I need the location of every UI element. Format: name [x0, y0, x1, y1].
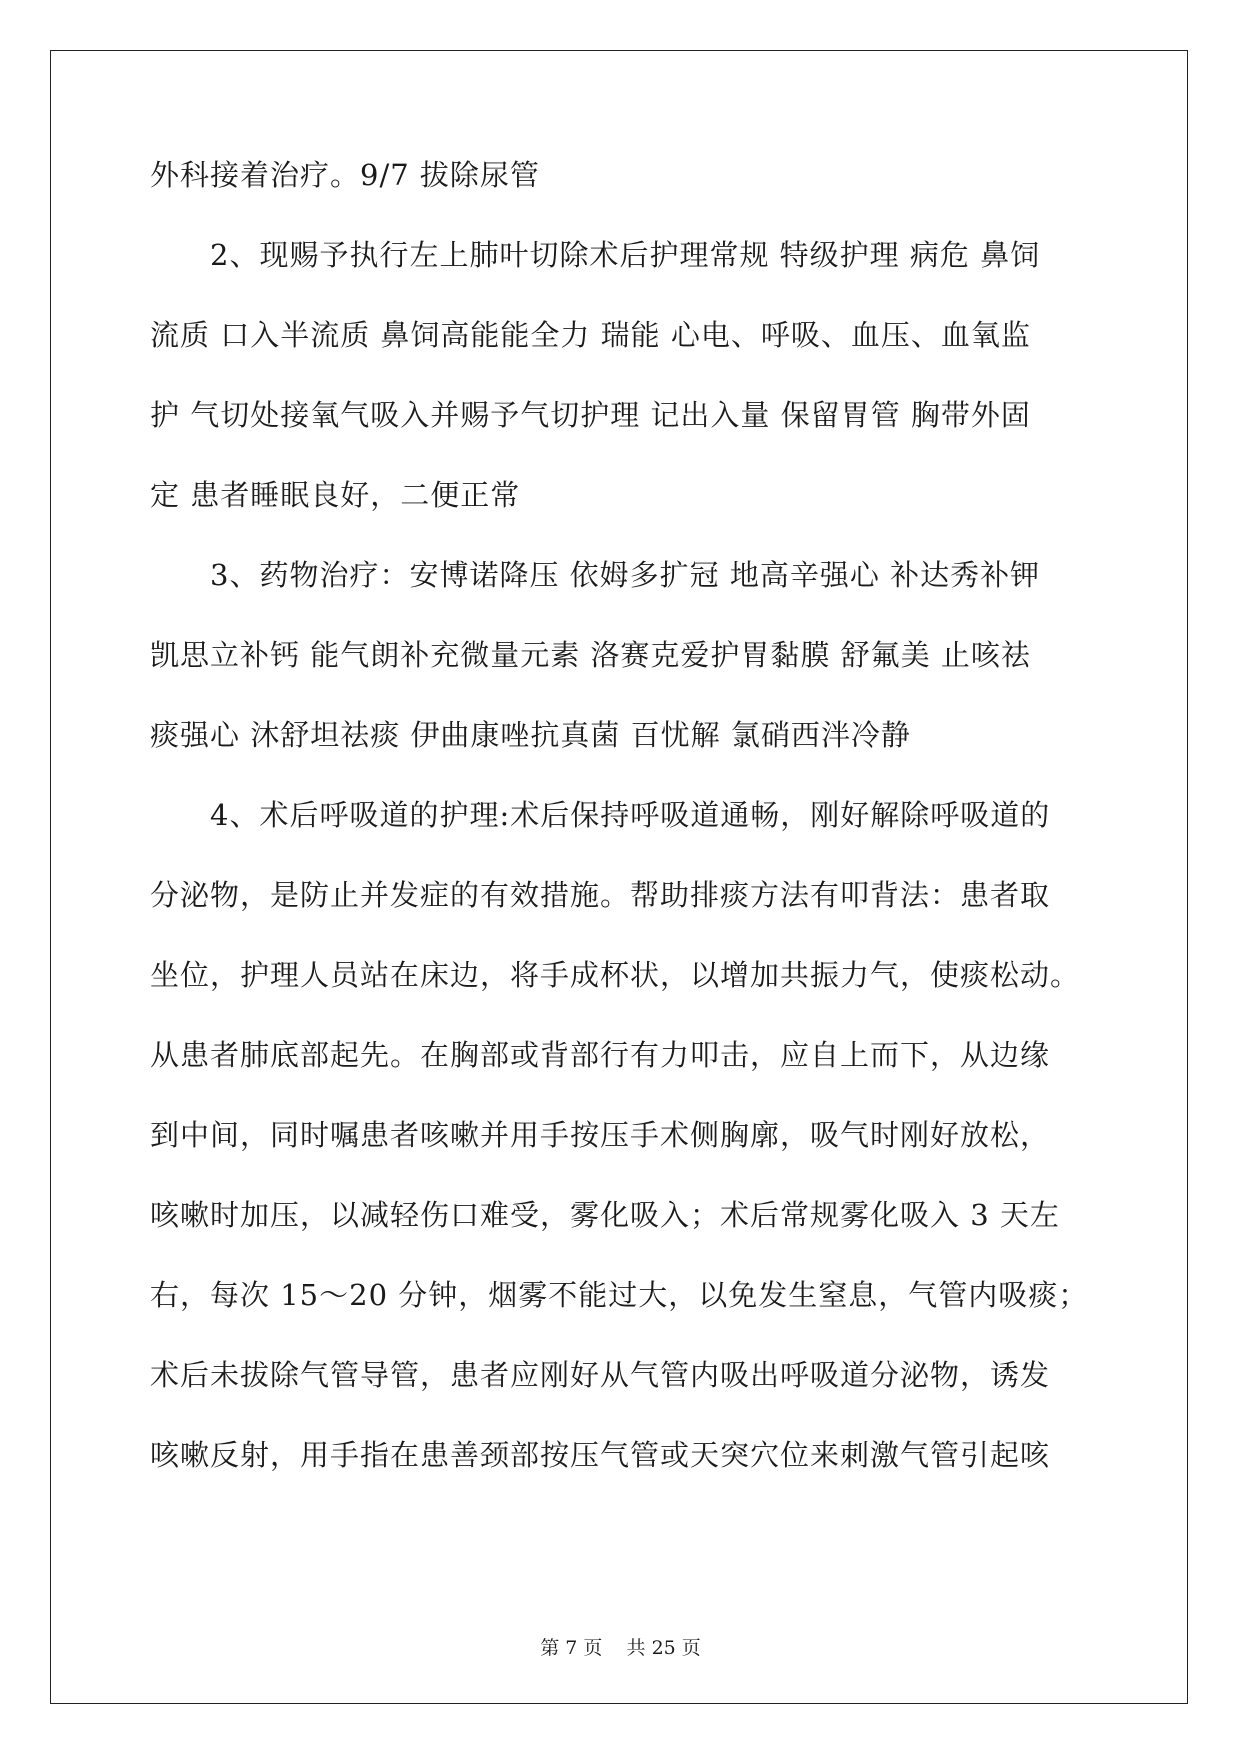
text-line: 咳嗽时加压，以减轻伤口难受，雾化吸入；术后常规雾化吸入 3 天左: [150, 1198, 1060, 1232]
text-line: 痰强心 沐舒坦祛痰 伊曲康唑抗真菌 百忧解 氯硝西泮冷静: [150, 718, 911, 752]
text-line: 到中间，同时嘱患者咳嗽并用手按压手术侧胸廓，吸气时刚好放松，: [150, 1118, 1051, 1152]
page-number-current: 第 7 页: [540, 1637, 603, 1659]
text-line: 分泌物，是防止并发症的有效措施。帮助排痰方法有叩背法：患者取: [150, 878, 1051, 912]
text-line: 2、现赐予执行左上肺叶切除术后护理常规 特级护理 病危 鼻饲: [150, 238, 1041, 272]
text-line: 从患者肺底部起先。在胸部或背部行有力叩击，应自上而下，从边缘: [150, 1038, 1051, 1072]
text-line: 右，每次 15～20 分钟，烟雾不能过大，以免发生窒息，气管内吸痰；: [150, 1278, 1089, 1312]
text-line: 护 气切处接氧气吸入并赐予气切护理 记出入量 保留胃管 胸带外固: [150, 398, 1031, 432]
text-line: 外科接着治疗。9/7 拔除尿管: [150, 158, 540, 192]
text-line: 4、术后呼吸道的护理:术后保持呼吸道通畅，刚好解除呼吸道的: [150, 798, 1051, 832]
page-footer: [0, 1633, 1241, 1660]
page-number-total: 共 25 页: [626, 1637, 701, 1659]
text-line: 凯思立补钙 能气朗补充微量元素 洛赛克爱护胃黏膜 舒氟美 止咳祛: [150, 638, 1031, 672]
text-line: 流质 口入半流质 鼻饲高能能全力 瑞能 心电、呼吸、血压、血氧监: [150, 318, 1031, 352]
text-line: 3、药物治疗：安博诺降压 依姆多扩冠 地高辛强心 补达秀补钾: [150, 558, 1041, 592]
text-line: 术后未拔除气管导管，患者应刚好从气管内吸出呼吸道分泌物，诱发: [150, 1358, 1051, 1392]
text-line: 定 患者睡眠良好，二便正常: [150, 478, 521, 512]
document-body: [150, 158, 1100, 1518]
text-line: 咳嗽反射，用手指在患善颈部按压气管或天突穴位来刺激气管引起咳: [150, 1438, 1051, 1472]
text-line: 坐位，护理人员站在床边，将手成杯状，以增加共振力气，使痰松动。: [150, 958, 1081, 992]
